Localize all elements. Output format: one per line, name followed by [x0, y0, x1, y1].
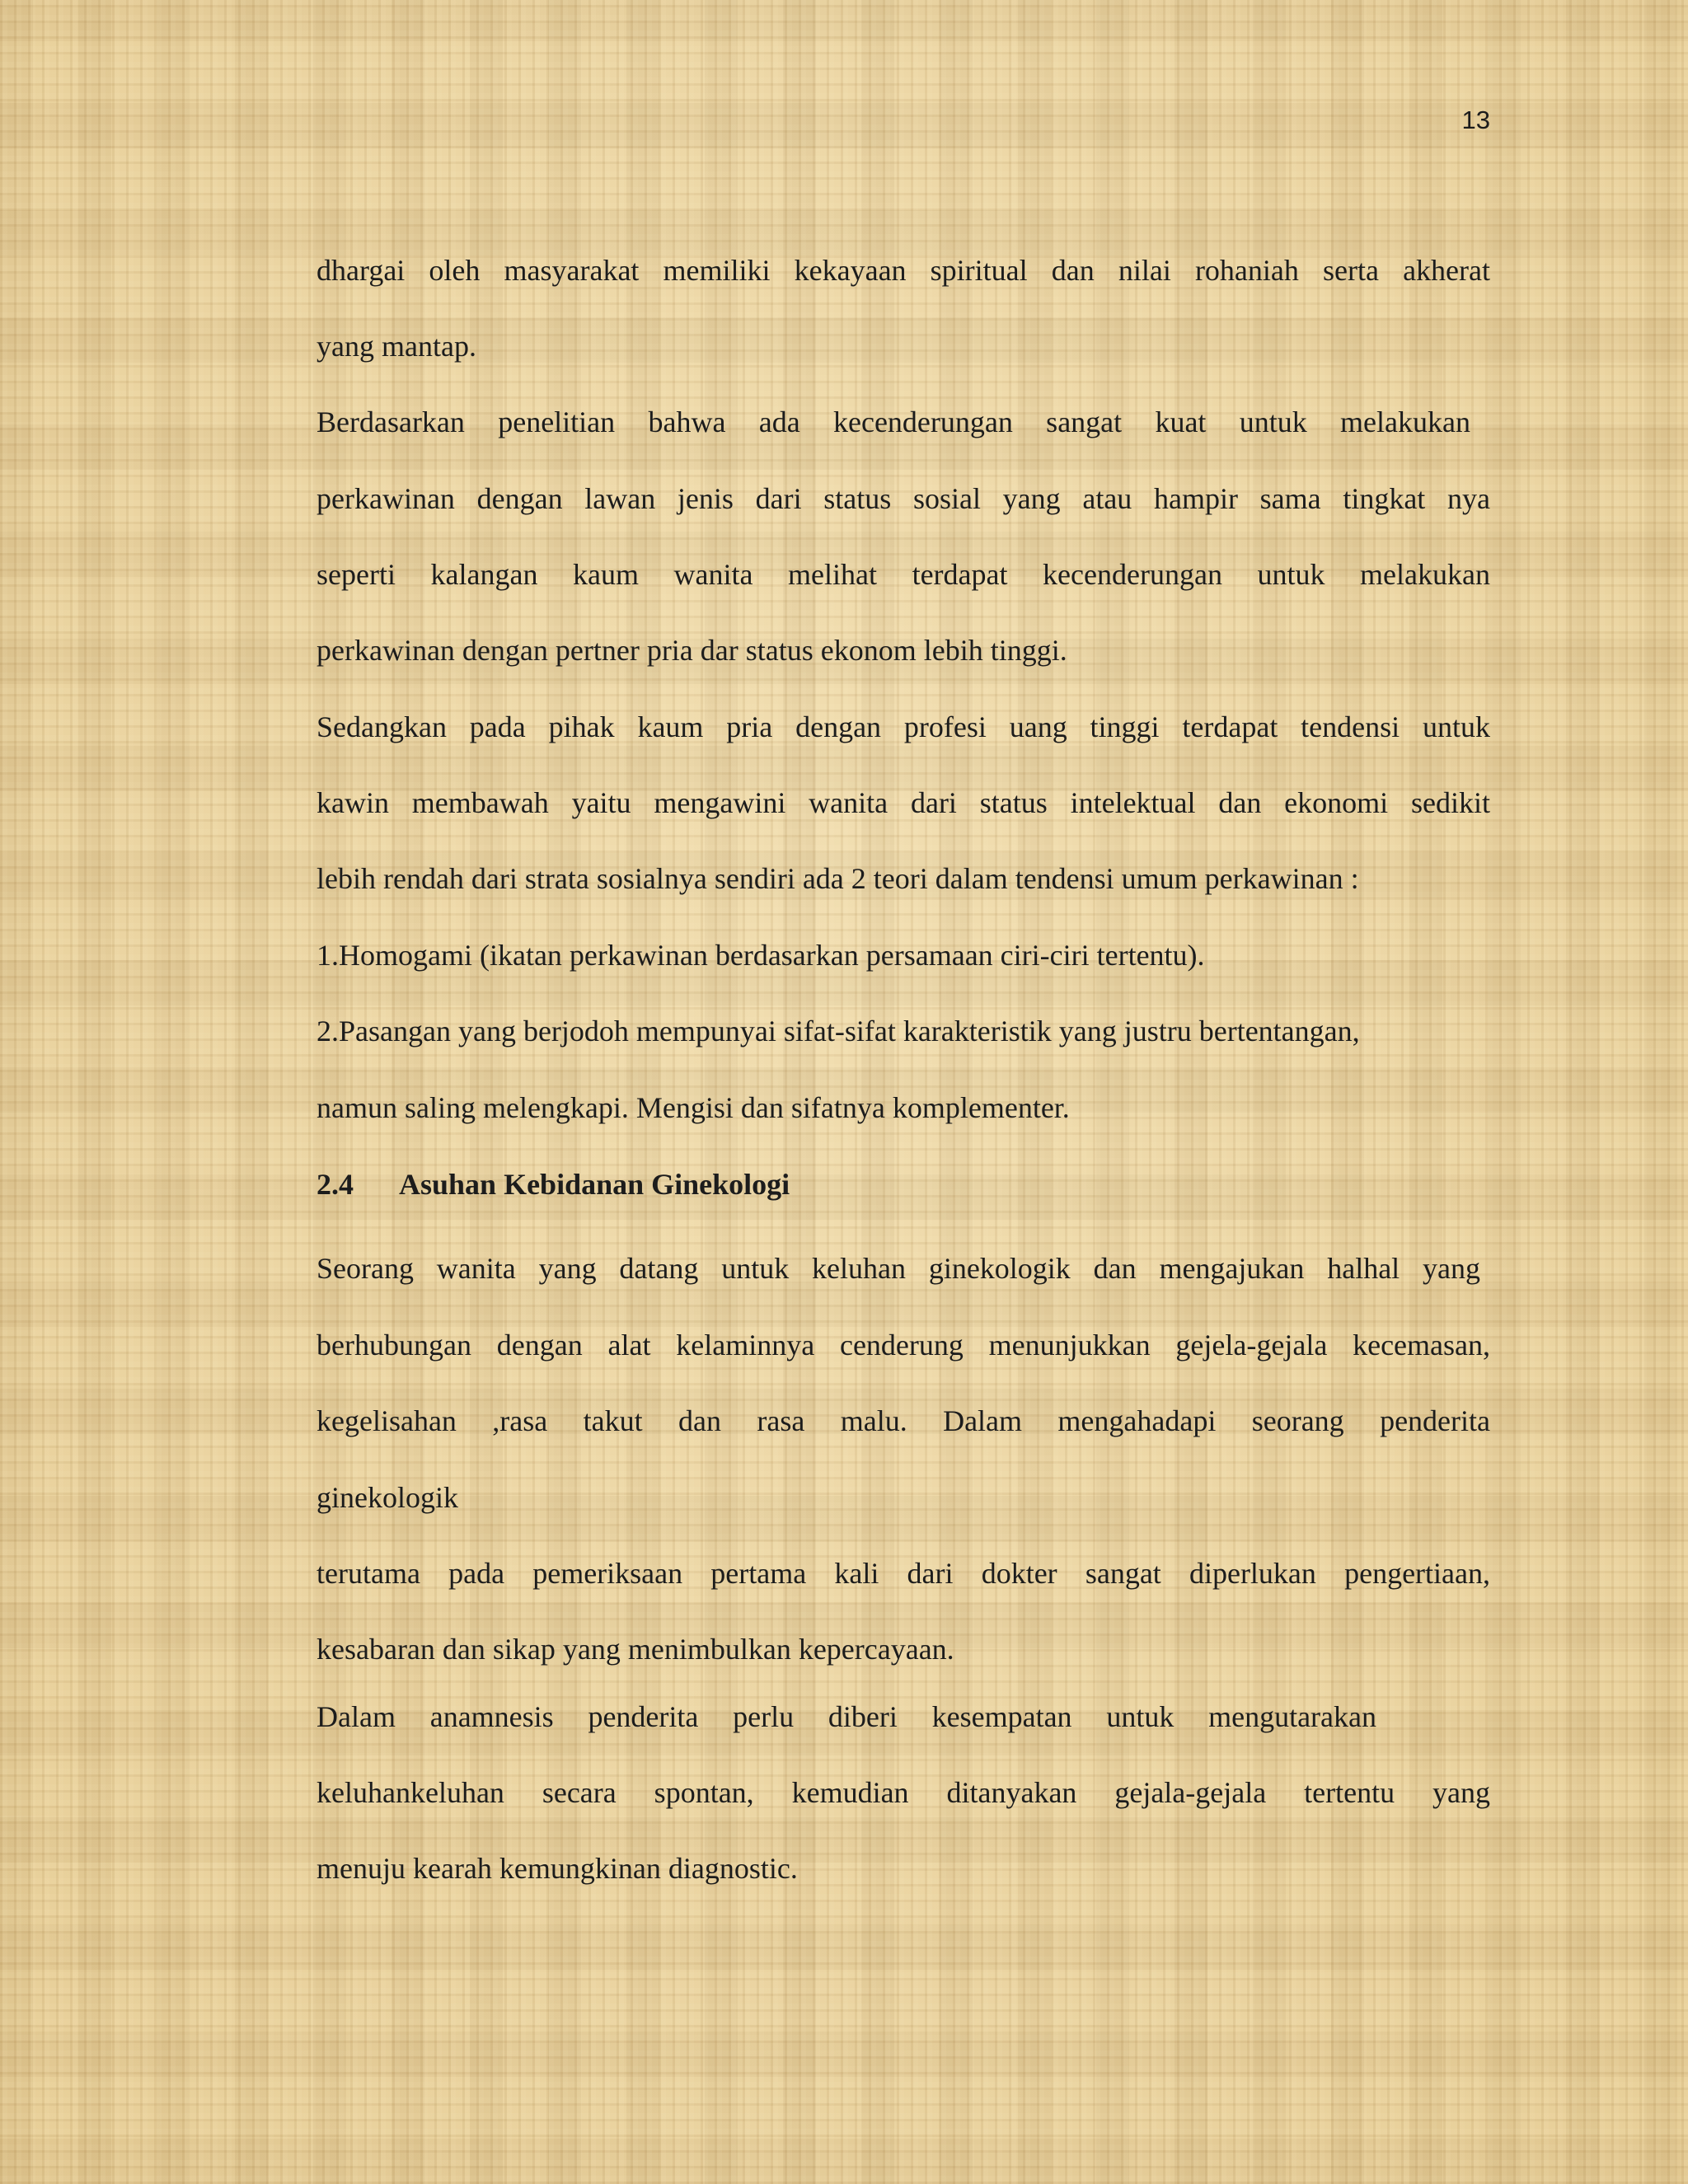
text-line: ginekologik: [316, 1481, 458, 1514]
text-line: terutama pada pemeriksaan pertama kali dari dokter sangat diperlukan pengertiaan,: [316, 1557, 1490, 1590]
text-line: seperti kalangan kaum wanita melihat terdapat kecenderungan untuk melakukan: [316, 558, 1490, 591]
text-line: keluhankeluhan secara spontan, kemudian ditanyakan gejala-gejala tertentu yang: [316, 1776, 1490, 1809]
section-number: 2.4: [316, 1168, 354, 1201]
text-line: menuju kearah kemungkinan diagnostic.: [316, 1852, 798, 1885]
text-line: kawin membawah yaitu mengawini wanita dari status intelektual dan ekonomi sedikit: [316, 786, 1490, 819]
text-line: Dalam anamnesis penderita perlu diberi kesempatan untuk mengutarakan: [316, 1700, 1376, 1733]
text-line: 2.Pasangan yang berjodoh mempunyai sifat-sifat karakteristik yang justru bertentangan,: [316, 1015, 1360, 1047]
text-line: 1.Homogami (ikatan perkawinan berdasarkan persamaan ciri-ciri tertentu).: [316, 939, 1205, 972]
text-line: perkawinan dengan pertner pria dar status ekonom lebih tinggi.: [316, 634, 1067, 667]
text-line: perkawinan dengan lawan jenis dari status sosial yang atau hampir sama tingkat nya: [316, 482, 1490, 515]
text-line: Seorang wanita yang datang untuk keluhan ginekologik dan mengajukan halhal yang: [316, 1252, 1480, 1285]
text-line: yang mantap.: [316, 330, 476, 363]
text-line: Berdasarkan penelitian bahwa ada kecenderungan sangat kuat untuk melakukan: [316, 405, 1470, 438]
section-title: Asuhan Kebidanan Ginekologi: [399, 1168, 790, 1201]
text-line: namun saling melengkapi. Mengisi dan sifatnya komplementer.: [316, 1091, 1070, 1124]
text-line: kegelisahan ,rasa takut dan rasa malu. Dalam mengahadapi seorang penderita: [316, 1404, 1490, 1437]
section-heading: [316, 1165, 790, 1204]
text-line: lebih rendah dari strata sosialnya sendiri ada 2 teori dalam tendensi umum perkawinan :: [316, 862, 1359, 895]
text-line: Sedangkan pada pihak kaum pria dengan profesi uang tinggi terdapat tendensi untuk: [316, 710, 1490, 743]
text-line: dhargai oleh masyarakat memiliki kekayaan spiritual dan nilai rohaniah serta akherat: [316, 254, 1490, 287]
text-line: berhubungan dengan alat kelaminnya cenderung menunjukkan gejela-gejala kecemasan,: [316, 1329, 1490, 1361]
text-line: kesabaran dan sikap yang menimbulkan kepercayaan.: [316, 1633, 954, 1666]
page-number: 13: [1461, 105, 1490, 134]
